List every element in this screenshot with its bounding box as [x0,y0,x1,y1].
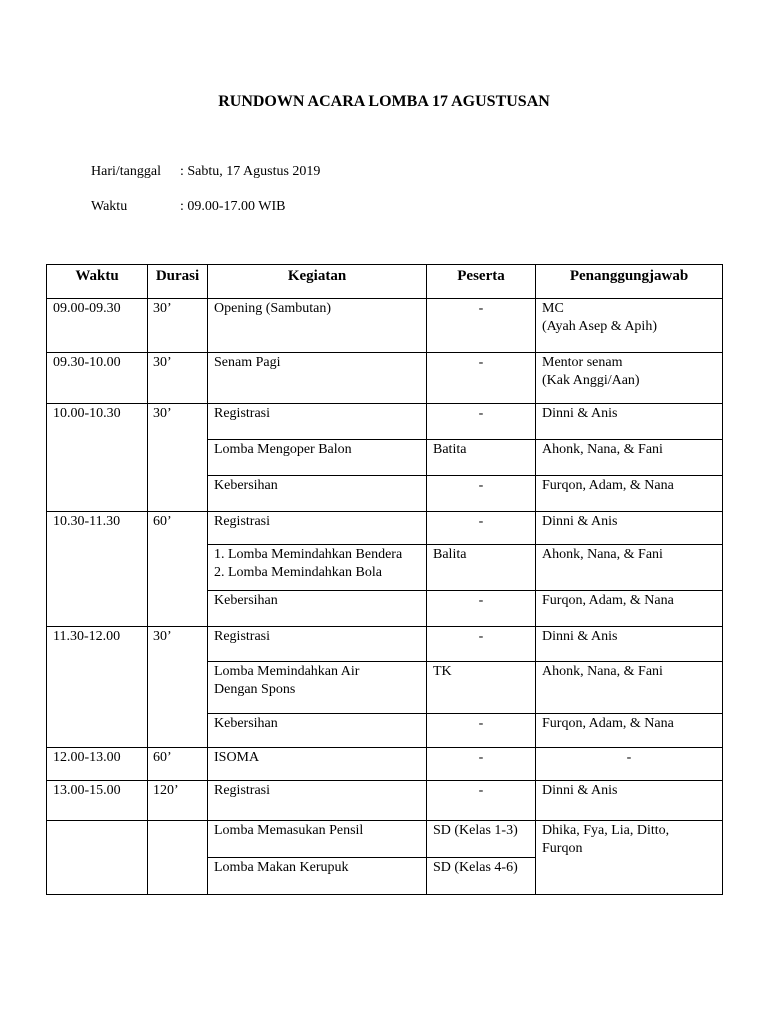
cell-kegiatan: Kebersihan [208,591,427,627]
cell-durasi: 30’ [148,627,208,748]
time-label: Waktu [91,199,128,214]
time-line [91,199,286,215]
cell-waktu: 11.30-12.00 [47,627,148,748]
cell-kegiatan: Registrasi [208,627,427,662]
cell-peserta: - [427,627,536,662]
cell-peserta: - [427,714,536,748]
header-durasi: Durasi [148,265,208,299]
cell-peserta: - [427,512,536,545]
cell-durasi: 60’ [148,748,208,781]
cell-peserta: TK [427,662,536,714]
cell-kegiatan: Lomba Memasukan Pensil [208,821,427,858]
cell-penanggungjawab: Furqon, Adam, & Nana [536,476,723,512]
header-kegiatan: Kegiatan [208,265,427,299]
cell-waktu: 13.00-15.00 [47,781,148,821]
cell-penanggungjawab: MC (Ayah Asep & Apih) [536,299,723,353]
cell-penanggungjawab: - [536,748,723,781]
cell-peserta: - [427,353,536,404]
cell-penanggungjawab: Dinni & Anis [536,781,723,821]
header-peserta: Peserta [427,265,536,299]
cell-peserta: - [427,591,536,627]
table-row [47,748,723,781]
document-title: RUNDOWN ACARA LOMBA 17 AGUSTUSAN [218,93,550,110]
cell-peserta: - [427,748,536,781]
time-value: : 09.00-17.00 WIB [180,199,286,214]
cell-durasi: 30’ [148,353,208,404]
cell-durasi: 30’ [148,299,208,353]
cell-durasi: 60’ [148,512,208,627]
header-penanggungjawab: Penanggungjawab [536,265,723,299]
cell-kegiatan: Kebersihan [208,476,427,512]
cell-kegiatan: Opening (Sambutan) [208,299,427,353]
date-label: Hari/tanggal [91,164,161,179]
table-row [47,781,723,821]
cell-penanggungjawab: Mentor senam (Kak Anggi/Aan) [536,353,723,404]
rundown-table [46,264,723,895]
cell-penanggungjawab: Dinni & Anis [536,512,723,545]
cell-penanggungjawab: Dinni & Anis [536,404,723,440]
table-row [47,404,723,440]
cell-waktu: 10.30-11.30 [47,512,148,627]
cell-peserta: - [427,476,536,512]
cell-waktu [47,821,148,895]
cell-waktu: 09.30-10.00 [47,353,148,404]
table-row [47,299,723,353]
table-row [47,821,723,858]
cell-durasi: 30’ [148,404,208,512]
cell-penanggungjawab: Ahonk, Nana, & Fani [536,662,723,714]
cell-kegiatan: Registrasi [208,512,427,545]
cell-kegiatan: Registrasi [208,781,427,821]
table-row [47,512,723,545]
cell-penanggungjawab: Dinni & Anis [536,627,723,662]
cell-penanggungjawab: Ahonk, Nana, & Fani [536,545,723,591]
cell-kegiatan: ISOMA [208,748,427,781]
cell-penanggungjawab: Furqon, Adam, & Nana [536,714,723,748]
cell-kegiatan: Registrasi [208,404,427,440]
cell-durasi [148,821,208,895]
header-waktu: Waktu [47,265,148,299]
cell-waktu: 10.00-10.30 [47,404,148,512]
cell-kegiatan: 1. Lomba Memindahkan Bendera 2. Lomba Memindahkan Bola [208,545,427,591]
cell-peserta: - [427,404,536,440]
cell-peserta: Balita [427,545,536,591]
cell-durasi: 120’ [148,781,208,821]
cell-kegiatan: Lomba Mengoper Balon [208,440,427,476]
cell-peserta: - [427,299,536,353]
cell-penanggungjawab: Dhika, Fya, Lia, Ditto, Furqon [536,821,723,895]
cell-peserta: Batita [427,440,536,476]
date-line [91,164,320,180]
cell-kegiatan: Lomba Makan Kerupuk [208,858,427,895]
cell-peserta: - [427,781,536,821]
cell-peserta: SD (Kelas 1-3) [427,821,536,858]
table-row [47,627,723,662]
table-row [47,353,723,404]
cell-waktu: 09.00-09.30 [47,299,148,353]
cell-penanggungjawab: Ahonk, Nana, & Fani [536,440,723,476]
cell-penanggungjawab: Furqon, Adam, & Nana [536,591,723,627]
cell-waktu: 12.00-13.00 [47,748,148,781]
cell-kegiatan: Kebersihan [208,714,427,748]
cell-kegiatan: Senam Pagi [208,353,427,404]
cell-kegiatan: Lomba Memindahkan Air Dengan Spons [208,662,427,714]
cell-peserta: SD (Kelas 4-6) [427,858,536,895]
date-value: : Sabtu, 17 Agustus 2019 [180,164,321,179]
table-header-row [47,265,723,299]
